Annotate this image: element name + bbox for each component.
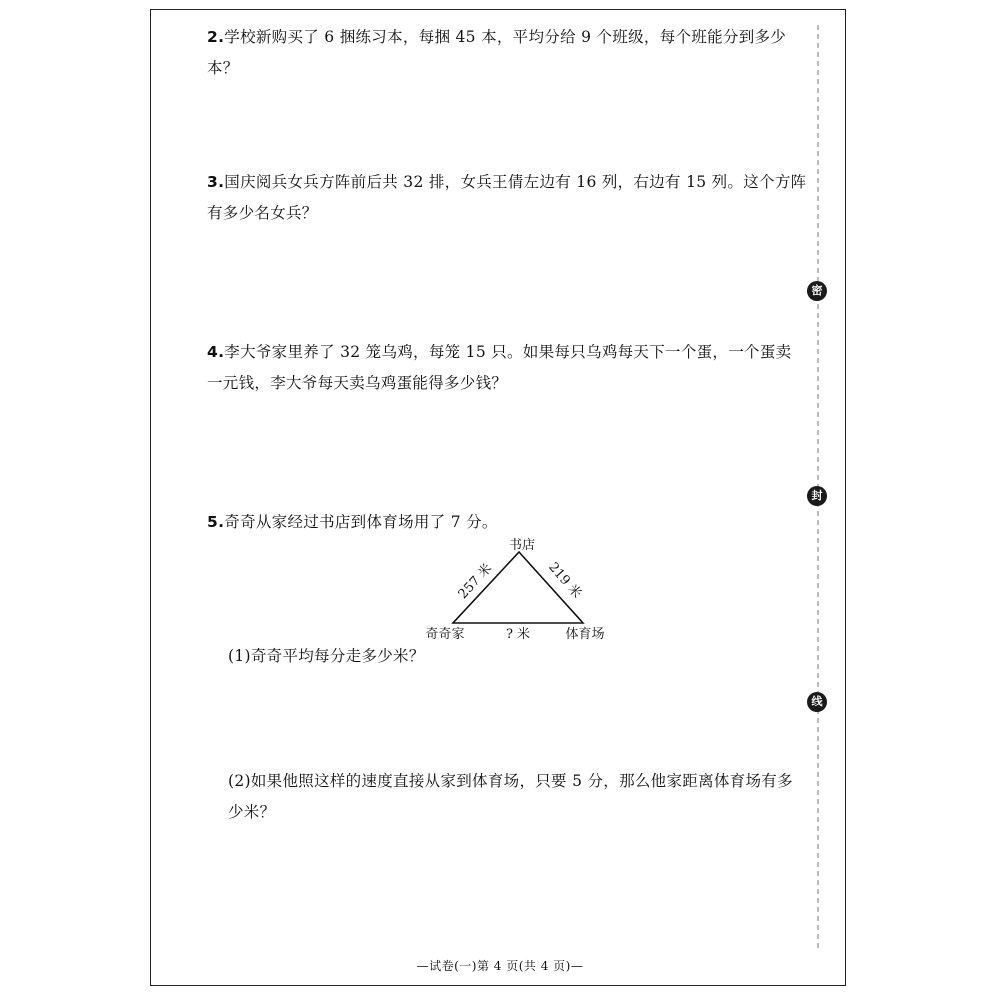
- question-number: 3.: [207, 173, 225, 191]
- question-number: 4.: [207, 343, 225, 361]
- label-stadium: 体育场: [565, 627, 605, 642]
- question-text: 国庆阅兵女兵方阵前后共 32 排，女兵王倩左边有 16 列，右边有 15 列。这个方阵有多少名女兵？: [207, 173, 807, 222]
- label-bottom-distance: ? 米: [505, 627, 531, 642]
- question-number: 5.: [207, 513, 225, 531]
- label-home: 奇奇家: [425, 627, 465, 642]
- subquestion-1: (1)奇奇平均每分走多少米？: [228, 647, 425, 665]
- label-left-distance: 257 米: [455, 561, 496, 603]
- subquestion-2: (2)如果他照这样的速度直接从家到体育场，只要 5 分，那么他家距离体育场有多少米？: [228, 772, 793, 821]
- question-text: 学校新购买了 6 捆练习本，每捆 45 本，平均分给 9 个班级，每个班能分到多少本？: [207, 28, 787, 77]
- label-bookstore: 书店: [508, 538, 536, 553]
- page-footer: —试卷(一)第 4 页(共 4 页)—: [416, 959, 584, 973]
- question-text: 李大爷家里养了 32 笼乌鸡，每笼 15 只。如果每只乌鸡每天下一个蛋，一个蛋卖一元钱，李大爷每天卖乌鸡蛋能得多少钱？: [207, 343, 792, 392]
- question-text: 奇奇从家经过书店到体育场用了 7 分。: [224, 513, 498, 531]
- label-right-distance: 219 米: [545, 559, 585, 602]
- question-number: 2.: [207, 28, 225, 46]
- binding-mark-mi: 密: [807, 281, 827, 301]
- binding-mark-xian: 线: [807, 692, 827, 712]
- binding-mark-feng: 封: [807, 486, 827, 506]
